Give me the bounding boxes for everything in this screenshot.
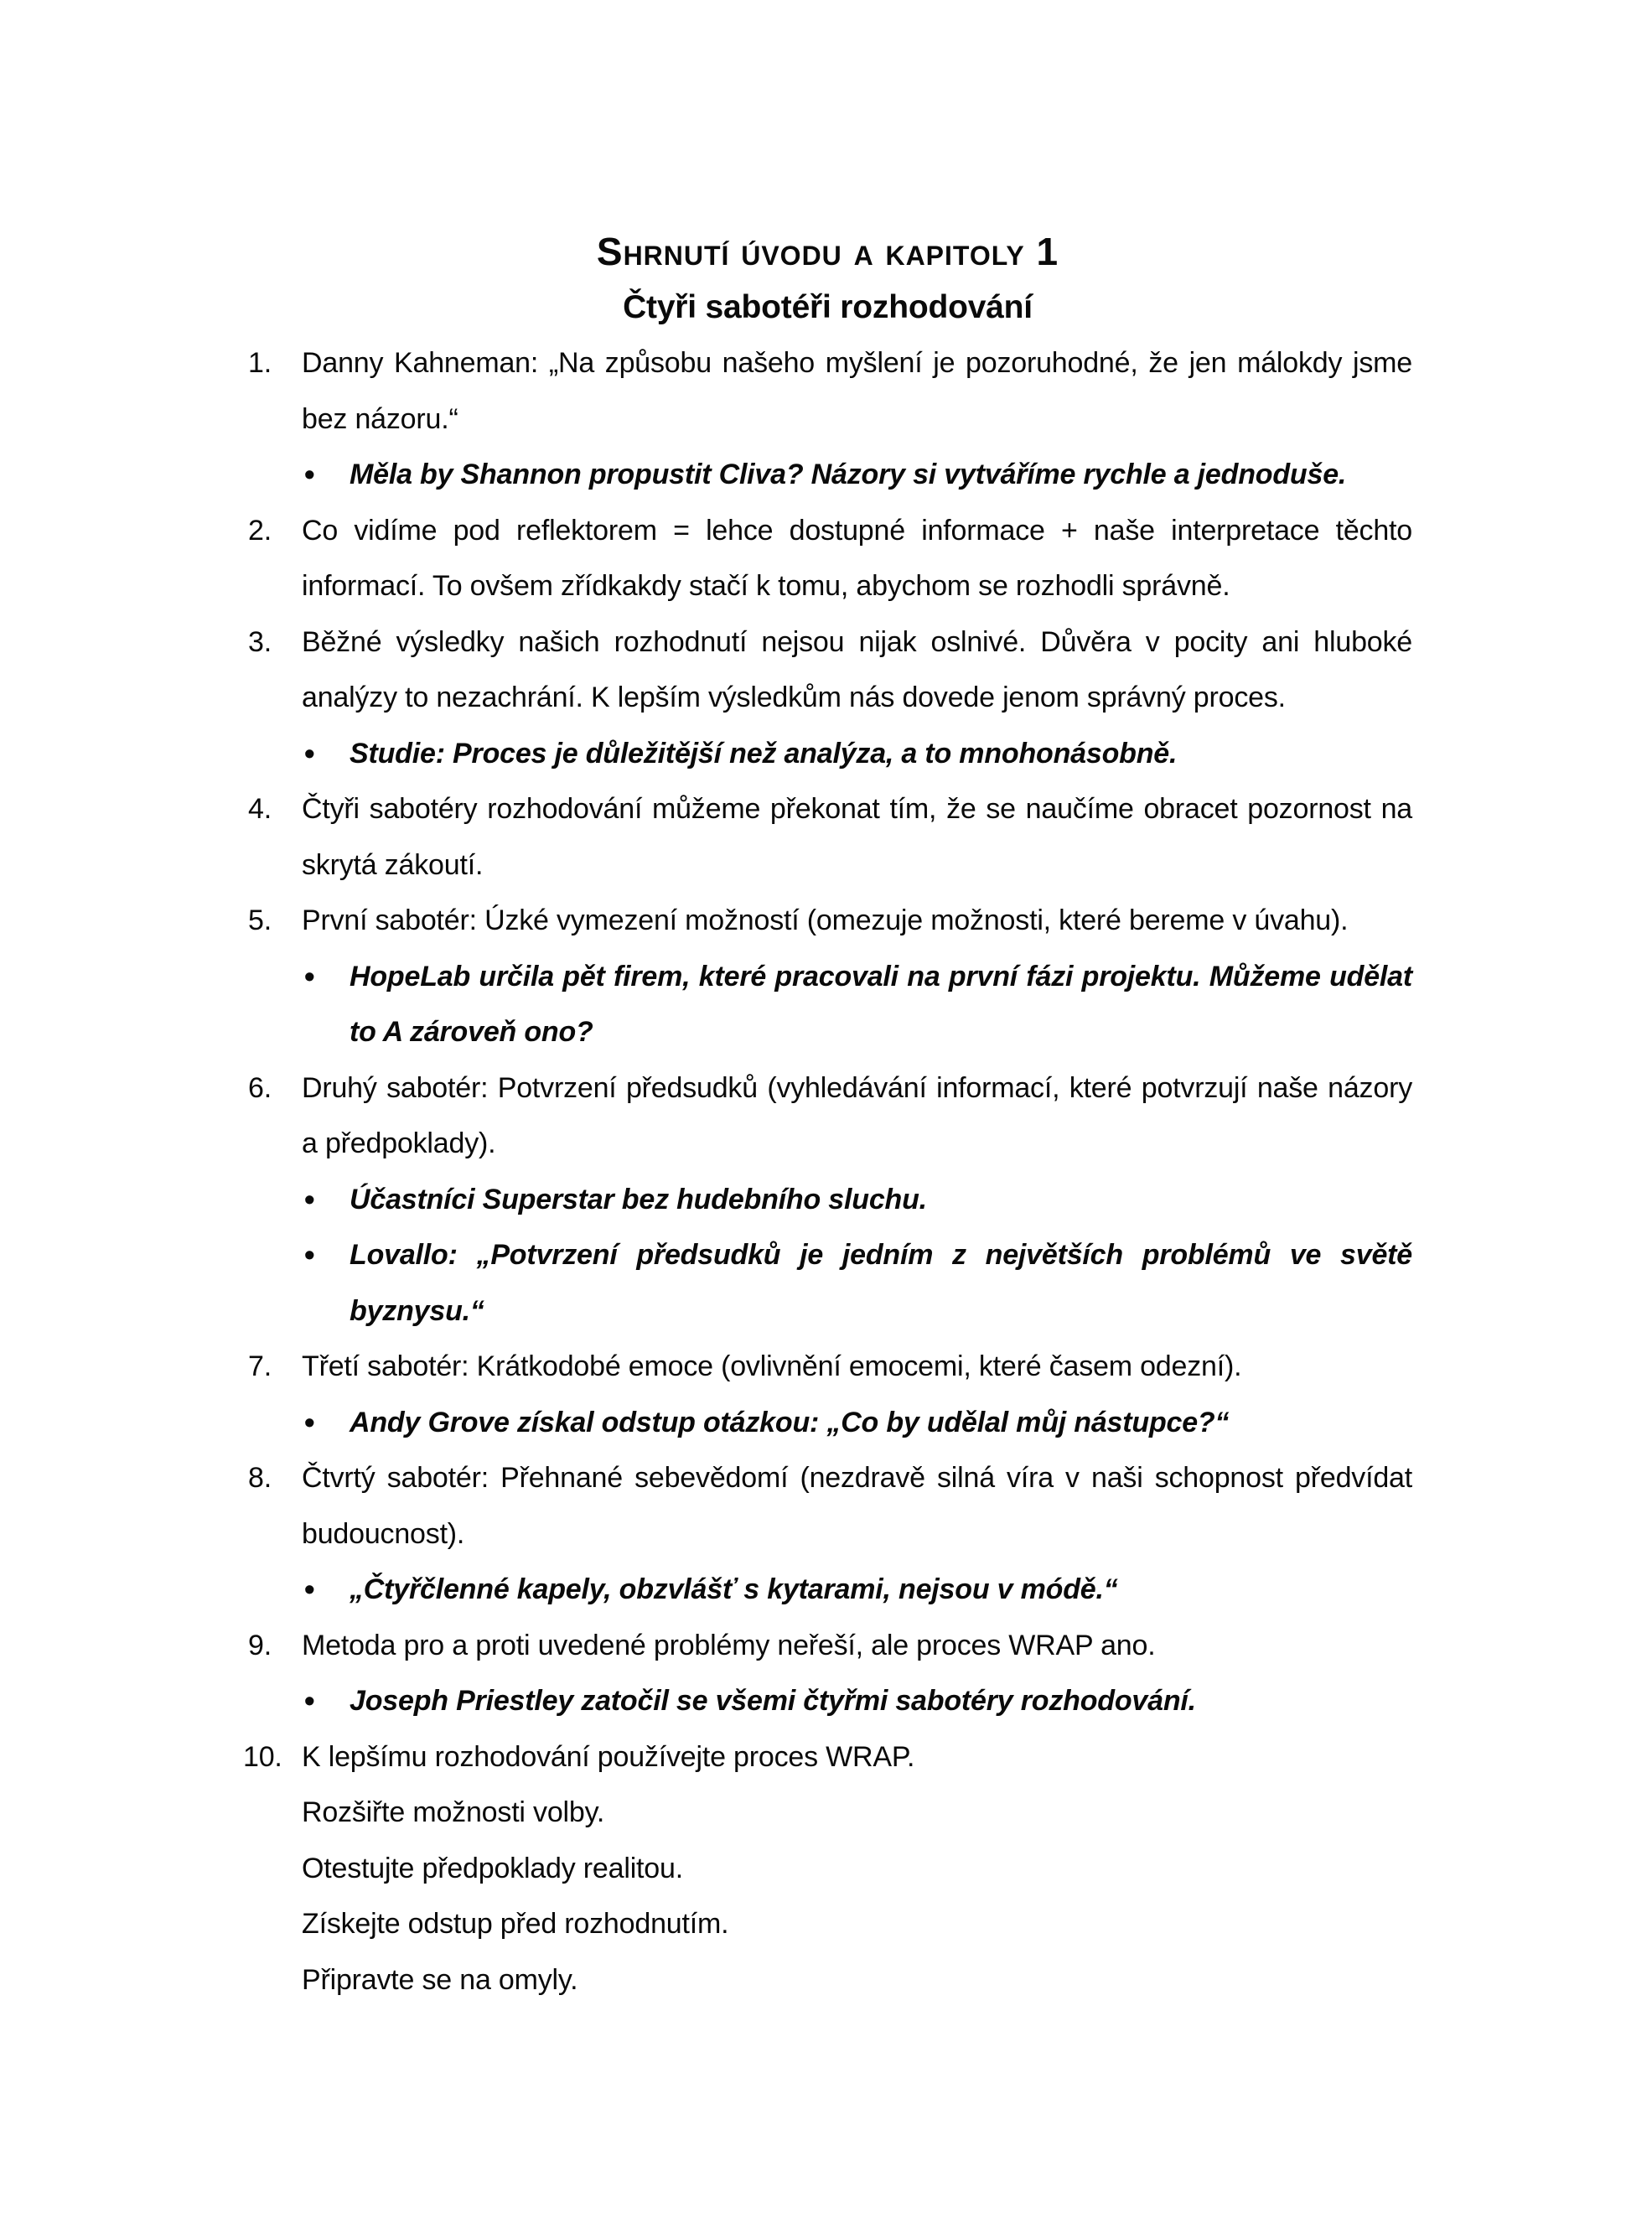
bullet-item-6b [243,1227,1412,1339]
item-number: 4. [248,793,272,825]
bullet-item-3a [243,726,1412,782]
bullet-item-5a [243,949,1412,1060]
bullet-text: Studie: Proces je důležitější než analýza, a to mnohonásobně. [350,737,1178,770]
bullet-text: Lovallo: „Potvrzení předsudků je jedním z největších problémů ve světě byznysu.“ [350,1239,1412,1327]
list-item-5 [243,893,1412,949]
wrap-step-line: Připravte se na omyly. [302,1963,578,1996]
bullet-item-6a [243,1172,1412,1228]
item-number: 10. [243,1740,282,1773]
list-item-10 [243,1729,1412,1785]
item-text: Metoda pro a proti uvedené problémy neřeší, ale proces WRAP ano. [302,1629,1156,1661]
wrap-step-line: Otestujte předpoklady realitou. [302,1852,683,1884]
bullet-icon: • [304,1181,315,1216]
list-item-4 [243,781,1412,893]
bullet-text: Joseph Priestley zatočil se všemi čtyřmi sabotéry rozhodování. [350,1685,1196,1717]
list-item-1 [243,335,1412,447]
bullet-item-8a [243,1562,1412,1618]
item-number: 8. [248,1462,272,1494]
list-item-2 [243,503,1412,614]
page-subtitle: Čtyři sabotéři rozhodování [623,288,1033,325]
list-item-3 [243,614,1412,726]
bullet-item-7a [243,1395,1412,1451]
item-number: 3. [248,625,272,658]
summary-content [243,0,1412,2008]
item-text: Čtyři sabotéry rozhodování můžeme překonat tím, že se naučíme obracet pozornost na skrytá zákoutí. [302,793,1412,881]
page-title: Shrnutí úvodu a kapitoly 1 [596,230,1059,273]
item-number: 2. [248,514,272,547]
item-number: 5. [248,904,272,936]
item-number: 6. [248,1071,272,1104]
list-item-7 [243,1339,1412,1395]
bullet-text: Měla by Shannon propustit Cliva? Názory si vytváříme rychle a jednoduše. [350,459,1347,490]
bullet-icon: • [304,1404,315,1439]
item-text: Běžné výsledky našich rozhodnutí nejsou nijak oslnivé. Důvěra v pocity ani hluboké analýzy to nezachrání. K lepším výsledkům nás dovede jenom správný proces. [302,625,1412,713]
item-number: 1. [248,347,272,379]
item-text: Danny Kahneman: „Na způsobu našeho myšlení je pozoruhodné, že jen málokdy jsme bez názoru.“ [302,347,1412,435]
bullet-text: Andy Grove získal odstup otázkou: „Co by udělal můj nástupce?“ [350,1406,1230,1438]
list-item-6 [243,1060,1412,1172]
item-number: 9. [248,1629,272,1661]
bullet-item-1a [243,447,1412,503]
item-text: První sabotér: Úzké vymezení možností (omezuje možnosti, které bereme v úvahu). [302,904,1349,936]
item-text: Třetí sabotér: Krátkodobé emoce (ovlivnění emocemi, které časem odezní). [302,1350,1242,1382]
bullet-text: „Čtyřčlenné kapely, obzvlášť s kytarami, nejsou v módě.“ [350,1573,1118,1605]
bullet-icon: • [304,958,315,993]
bullet-icon: • [304,1237,315,1272]
bullet-icon: • [304,735,315,770]
bullet-icon: • [304,1572,315,1606]
bullet-text: Účastníci Superstar bez hudebního sluchu. [350,1183,927,1215]
list-item-8 [243,1450,1412,1562]
bullet-item-9a [243,1673,1412,1729]
wrap-step-line: Získejte odstup před rozhodnutím. [302,1908,729,1940]
item-text: K lepšímu rozhodování používejte proces WRAP. [302,1740,915,1773]
item-text: Čtvrtý sabotér: Přehnané sebevědomí (nezdravě silná víra v naši schopnost předvídat budoucnost). [302,1462,1412,1550]
list-item-9 [243,1618,1412,1674]
item-text: Co vidíme pod reflektorem = lehce dostupné informace + naše interpretace těchto informací. To ovšem zřídkakdy stačí k tomu, abychom se rozhodli správně. [302,514,1412,602]
item-number: 7. [248,1350,272,1382]
bullet-text: HopeLab určila pět firem, které pracovali na první fázi projektu. Můžeme udělat to A zároveň ono? [350,960,1412,1048]
bullet-icon: • [304,1683,315,1718]
wrap-step-line: Rozšiřte možnosti volby. [302,1796,605,1828]
bullet-icon: • [304,457,315,491]
item-text: Druhý sabotér: Potvrzení předsudků (vyhledávání informací, které potvrzují naše názory a předpoklady). [302,1071,1412,1159]
